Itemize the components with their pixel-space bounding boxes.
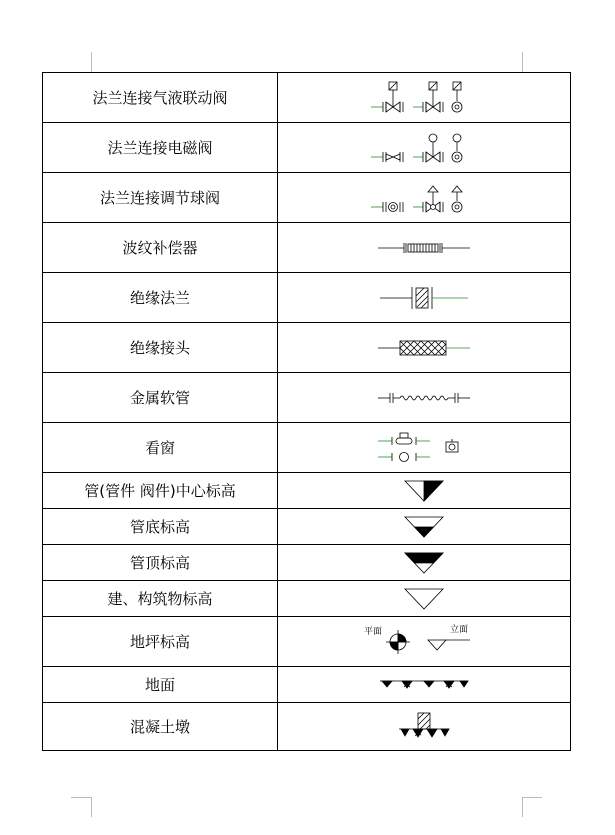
table-row: [43, 703, 571, 751]
metal-hose-symbol: [374, 388, 474, 408]
table-row: [43, 617, 571, 667]
symbol-name: 看窗: [43, 423, 278, 473]
symbol-name: 绝缘法兰: [43, 273, 278, 323]
symbol-name: 建、构筑物标高: [43, 581, 278, 617]
symbol-name: 管(管件 阀件)中心标高: [43, 473, 278, 509]
crop-mark: [522, 797, 523, 817]
table-row: [43, 509, 571, 545]
table-row: [43, 173, 571, 223]
table-row: [43, 667, 571, 703]
table-row: [43, 223, 571, 273]
table-row: [43, 423, 571, 473]
crop-mark: [91, 52, 92, 72]
flanged-control-ball-valve-symbol: [369, 180, 479, 216]
symbol-legend-table: [42, 72, 571, 751]
pipe-top-elevation-symbol: [399, 550, 449, 576]
bellows-compensator-symbol: [374, 238, 474, 258]
floor-elevation-symbol: [364, 624, 484, 660]
pipe-bottom-elevation-symbol: [399, 514, 449, 540]
plan-label: 平面: [364, 626, 383, 637]
symbol-name: 金属软管: [43, 373, 278, 423]
symbol-name: 地面: [43, 667, 278, 703]
crop-mark: [522, 52, 523, 72]
table-row: [43, 545, 571, 581]
insulating-joint-symbol: [374, 338, 474, 358]
crop-mark: [91, 797, 92, 817]
crop-mark: [71, 797, 91, 798]
sight-glass-symbol: [374, 431, 474, 465]
symbol-name: 混凝土墩: [43, 703, 278, 751]
symbol-name: 管底标高: [43, 509, 278, 545]
table-row: [43, 323, 571, 373]
concrete-pier-symbol: [389, 710, 459, 744]
table-row: [43, 73, 571, 123]
symbol-name: 法兰连接气液联动阀: [43, 73, 278, 123]
table-row: [43, 473, 571, 509]
flanged-solenoid-valve-symbol: [369, 130, 479, 166]
symbol-name: 法兰连接电磁阀: [43, 123, 278, 173]
elevation-label: 立面: [450, 624, 469, 635]
symbol-name: 绝缘接头: [43, 323, 278, 373]
ground-symbol: [374, 675, 474, 695]
table-row: [43, 123, 571, 173]
symbol-name: 波纹补偿器: [43, 223, 278, 273]
crop-mark: [522, 797, 542, 798]
table-row: [43, 273, 571, 323]
table-row: [43, 373, 571, 423]
table-row: [43, 581, 571, 617]
symbol-name: 法兰连接调节球阀: [43, 173, 278, 223]
symbol-name: 管顶标高: [43, 545, 278, 581]
symbol-name: 地坪标高: [43, 617, 278, 667]
flanged-pneumatic-hydraulic-valve-symbol: [369, 80, 479, 116]
building-elevation-symbol: [399, 586, 449, 612]
pipe-center-elevation-symbol: [399, 478, 449, 504]
insulating-flange-symbol: [374, 283, 474, 313]
